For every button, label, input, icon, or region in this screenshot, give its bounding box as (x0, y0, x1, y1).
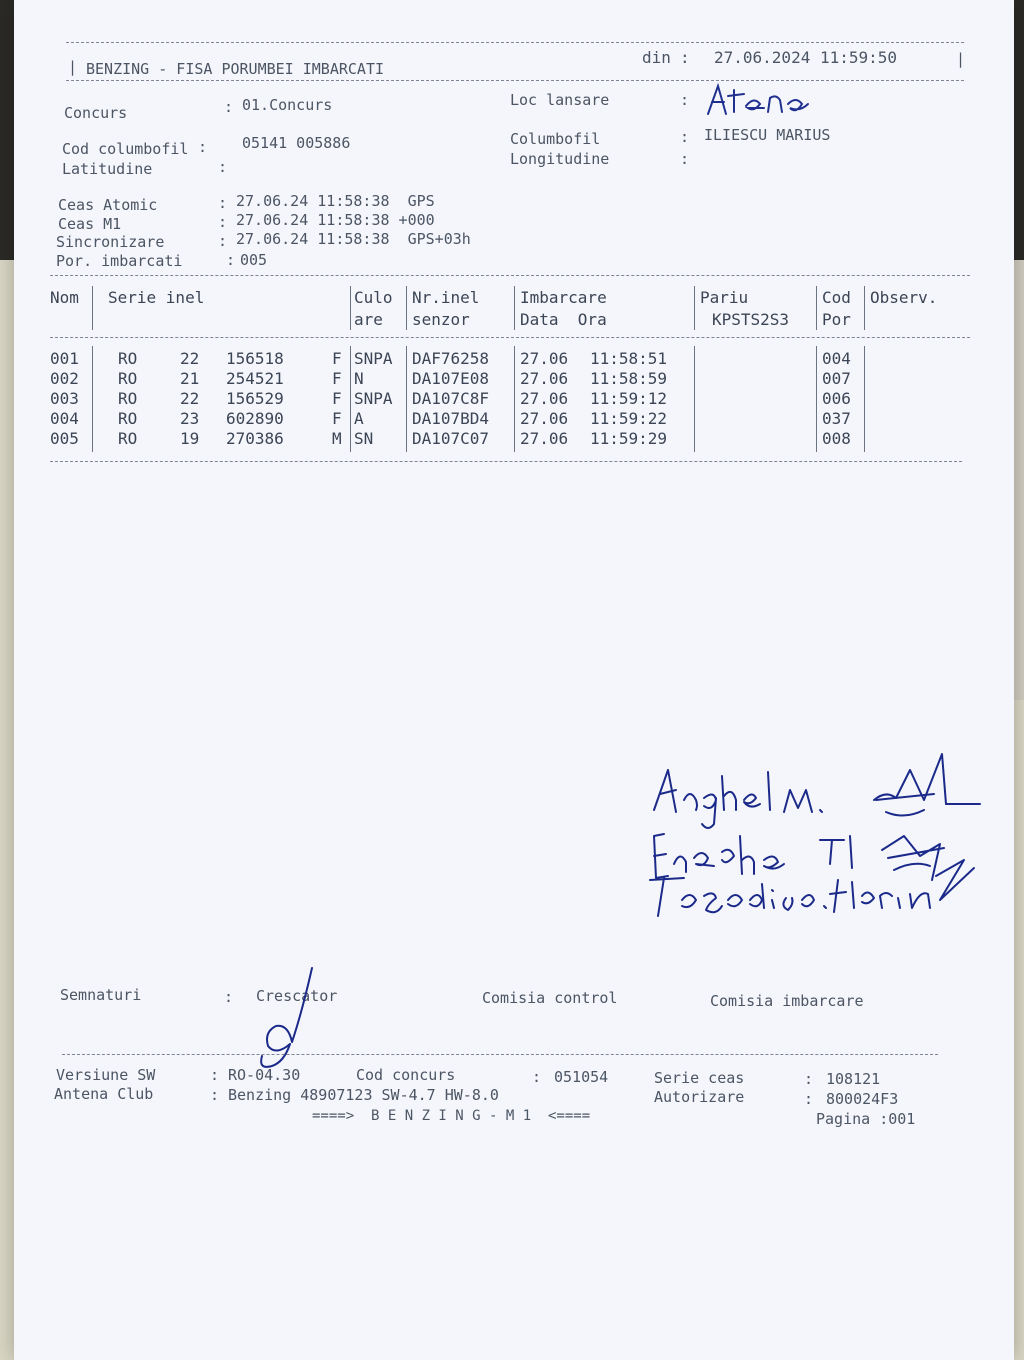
col-header-nom: Nom (50, 288, 79, 307)
porumbei-imbarcati-label: Por. imbarcati (56, 252, 183, 270)
cell-tara: RO (118, 429, 138, 448)
cell-an: 23 (180, 409, 200, 428)
col-header-nr-inel: Nr.inel (412, 288, 480, 307)
sincronizare-label: Sincronizare (56, 233, 165, 251)
serie-ceas-label: Serie ceas (654, 1069, 745, 1087)
columbofil-label: Columbofil (510, 130, 601, 148)
cell-sex: F (332, 369, 342, 388)
cell-senzor: DA107C8F (412, 389, 490, 408)
cell-tara: RO (118, 349, 138, 368)
comisia-control-label: Comisia control (482, 989, 618, 1007)
cell-cod: 006 (822, 389, 851, 408)
antena-club-label: Antena Club (54, 1085, 154, 1103)
table-bottom-rule (50, 461, 962, 462)
cell-nr: 602890 (226, 409, 284, 428)
sincronizare-value: 27.06.24 11:58:38 GPS+03h (236, 230, 471, 248)
header-title: BENZING - FISA PORUMBEI IMBARCATI (86, 60, 385, 78)
loc-lansare-handwritten (704, 82, 824, 118)
cell-sex: F (332, 409, 342, 428)
cell-data: 27.06 (520, 409, 569, 428)
antena-club-value: Benzing 48907123 SW-4.7 HW-8.0 (228, 1086, 499, 1104)
longitudine-label: Longitudine (510, 150, 610, 168)
cell-sex: F (332, 389, 342, 408)
handwritten-signatures (624, 740, 984, 930)
cell-culoare: SN (354, 429, 374, 448)
cod-columbofil-value: 05141 005886 (242, 134, 351, 152)
col-header-cod: Cod (822, 288, 851, 307)
cell-nr: 254521 (226, 369, 284, 388)
cell-cod: 004 (822, 349, 851, 368)
col-header-pariu: Pariu (700, 288, 749, 307)
cell-an: 22 (180, 389, 200, 408)
concurs-label: Concurs (64, 104, 128, 122)
cell-senzor: DA107E08 (412, 369, 490, 388)
versiune-sw-value: RO-04.30 (228, 1066, 301, 1084)
semnaturi-label: Semnaturi (60, 986, 142, 1004)
autorizare-value: 800024F3 (826, 1090, 899, 1108)
header-top-rule (66, 42, 964, 43)
cell-senzor: DAF76258 (412, 349, 490, 368)
cell-culoare: SNPA (354, 389, 393, 408)
cell-an: 21 (180, 369, 200, 388)
cell-ora: 11:58:51 (590, 349, 668, 368)
col-header-culoare-2: are (354, 310, 383, 329)
comisia-imbarcare-label: Comisia imbarcare (710, 992, 864, 1010)
cod-concurs-value: 051054 (554, 1068, 609, 1086)
cod-concurs-label: Cod concurs (356, 1066, 456, 1084)
cell-tara: RO (118, 389, 138, 408)
footer-rule (62, 1054, 938, 1055)
cell-senzor: DA107BD4 (412, 409, 490, 428)
columbofil-value: ILIESCU MARIUS (704, 126, 831, 144)
cell-data: 27.06 (520, 349, 569, 368)
cell-culoare: SNPA (354, 349, 393, 368)
benzing-banner: ====> B E N Z I N G - M 1 <==== (312, 1108, 591, 1124)
autorizare-label: Autorizare (654, 1088, 745, 1106)
table-header-rule (50, 337, 970, 338)
cell-data: 27.06 (520, 369, 569, 388)
cell-senzor: DA107C07 (412, 429, 490, 448)
cell-nom: 003 (50, 389, 79, 408)
cell-ora: 11:59:29 (590, 429, 668, 448)
header-bottom-rule (66, 80, 964, 81)
cell-nom: 004 (50, 409, 79, 428)
ceas-m1-value: 27.06.24 11:58:38 +000 (236, 211, 435, 229)
cell-nr: 156518 (226, 349, 284, 368)
cell-culoare: A (354, 409, 364, 428)
cell-tara: RO (118, 409, 138, 428)
crescator-signature (250, 962, 330, 1082)
cod-columbofil-label: Cod columbofil (62, 140, 189, 158)
cell-nr: 270386 (226, 429, 284, 448)
col-header-senzor: senzor (412, 310, 470, 329)
concurs-value: 01.Concurs (242, 96, 333, 114)
col-header-imbarcare: Imbarcare (520, 288, 607, 307)
cell-data: 27.06 (520, 389, 569, 408)
crescator-label: Crescator (256, 987, 338, 1005)
cell-cod: 008 (822, 429, 851, 448)
header-date-value: 27.06.2024 11:59:50 (714, 48, 898, 67)
cell-ora: 11:58:59 (590, 369, 668, 388)
col-header-serie: Serie inel (108, 288, 205, 307)
pagina-number: Pagina :001 (816, 1110, 916, 1128)
table-top-rule (50, 275, 970, 276)
cell-ora: 11:59:12 (590, 389, 668, 408)
header-left-bar: | (68, 58, 78, 76)
porumbei-imbarcati-value: 005 (240, 251, 268, 269)
cell-nom: 002 (50, 369, 79, 388)
cell-cod: 037 (822, 409, 851, 428)
ceas-atomic-value: 27.06.24 11:58:38 GPS (236, 192, 435, 210)
cell-sex: F (332, 349, 342, 368)
cell-ora: 11:59:22 (590, 409, 668, 428)
serie-ceas-value: 108121 (826, 1070, 881, 1088)
latitudine-label: Latitudine (62, 160, 153, 178)
cell-sex: M (332, 429, 342, 448)
ceas-m1-label: Ceas M1 (58, 215, 122, 233)
cell-nom: 001 (50, 349, 79, 368)
printed-sheet: | BENZING - FISA PORUMBEI IMBARCATI din : 27.06.2024 11:59:50 | Concurs : 01.Concurs Loc lansare : Cod columbofil : 05141 005886 Columbofil : ILIESCU MARIUS Latitudine : Longitudine : Ceas Atomic : 27.06.24 11:58:38 GPS Ceas M1 : 27.06.24 11:58:38 +000 Sincronizare : 27.06.24 11:58:38 GPS+03h Por. imbarcati : 005 Nom Serie inel Culo are Nr.inel senzor Imbarcare Data Ora Pariu KPSTS2S3 Cod Por Observ. 001 RO 22 156518 F SNPA DAF76258 27.06 11:58:51 004 002 RO 21 254521 F N DA107E08 27.06 11:58:59 007 003 RO 22 156529 F SNPA DA107C8F 27.06 11:59:12 006 004 RO 23 602890 F A DA107BD4 27.06 11:59:22 037 005 RO 19 270386 M SN DA107C07 27.06 11:59:29 008 Semnaturi : Crescator Comisia control Comisia imbarcare Versiune SW : RO-04.30 Cod concurs : 051054 Serie ceas : 108121 Antena Club : Benzing 48907123 SW-4.7 HW-8.0 Autorizare : 800024F3 ====> B E N Z I N G - M 1 <==== Pagina :001 (14, 0, 1014, 1360)
col-header-kpsts2s3: KPSTS2S3 (712, 310, 790, 329)
col-header-por: Por (822, 310, 851, 329)
header-date-label: din (642, 48, 671, 67)
col-header-data-ora: Data Ora (520, 310, 607, 329)
cell-an: 22 (180, 349, 200, 368)
versiune-sw-label: Versiune SW (56, 1066, 156, 1084)
cell-tara: RO (118, 369, 138, 388)
col-header-culoare: Culo (354, 288, 393, 307)
ceas-atomic-label: Ceas Atomic (58, 196, 158, 214)
cell-an: 19 (180, 429, 200, 448)
col-header-observ: Observ. (870, 288, 938, 307)
cell-nom: 005 (50, 429, 79, 448)
cell-data: 27.06 (520, 429, 569, 448)
cell-cod: 007 (822, 369, 851, 388)
cell-nr: 156529 (226, 389, 284, 408)
loc-lansare-label: Loc lansare (510, 91, 610, 109)
cell-culoare: N (354, 369, 364, 388)
